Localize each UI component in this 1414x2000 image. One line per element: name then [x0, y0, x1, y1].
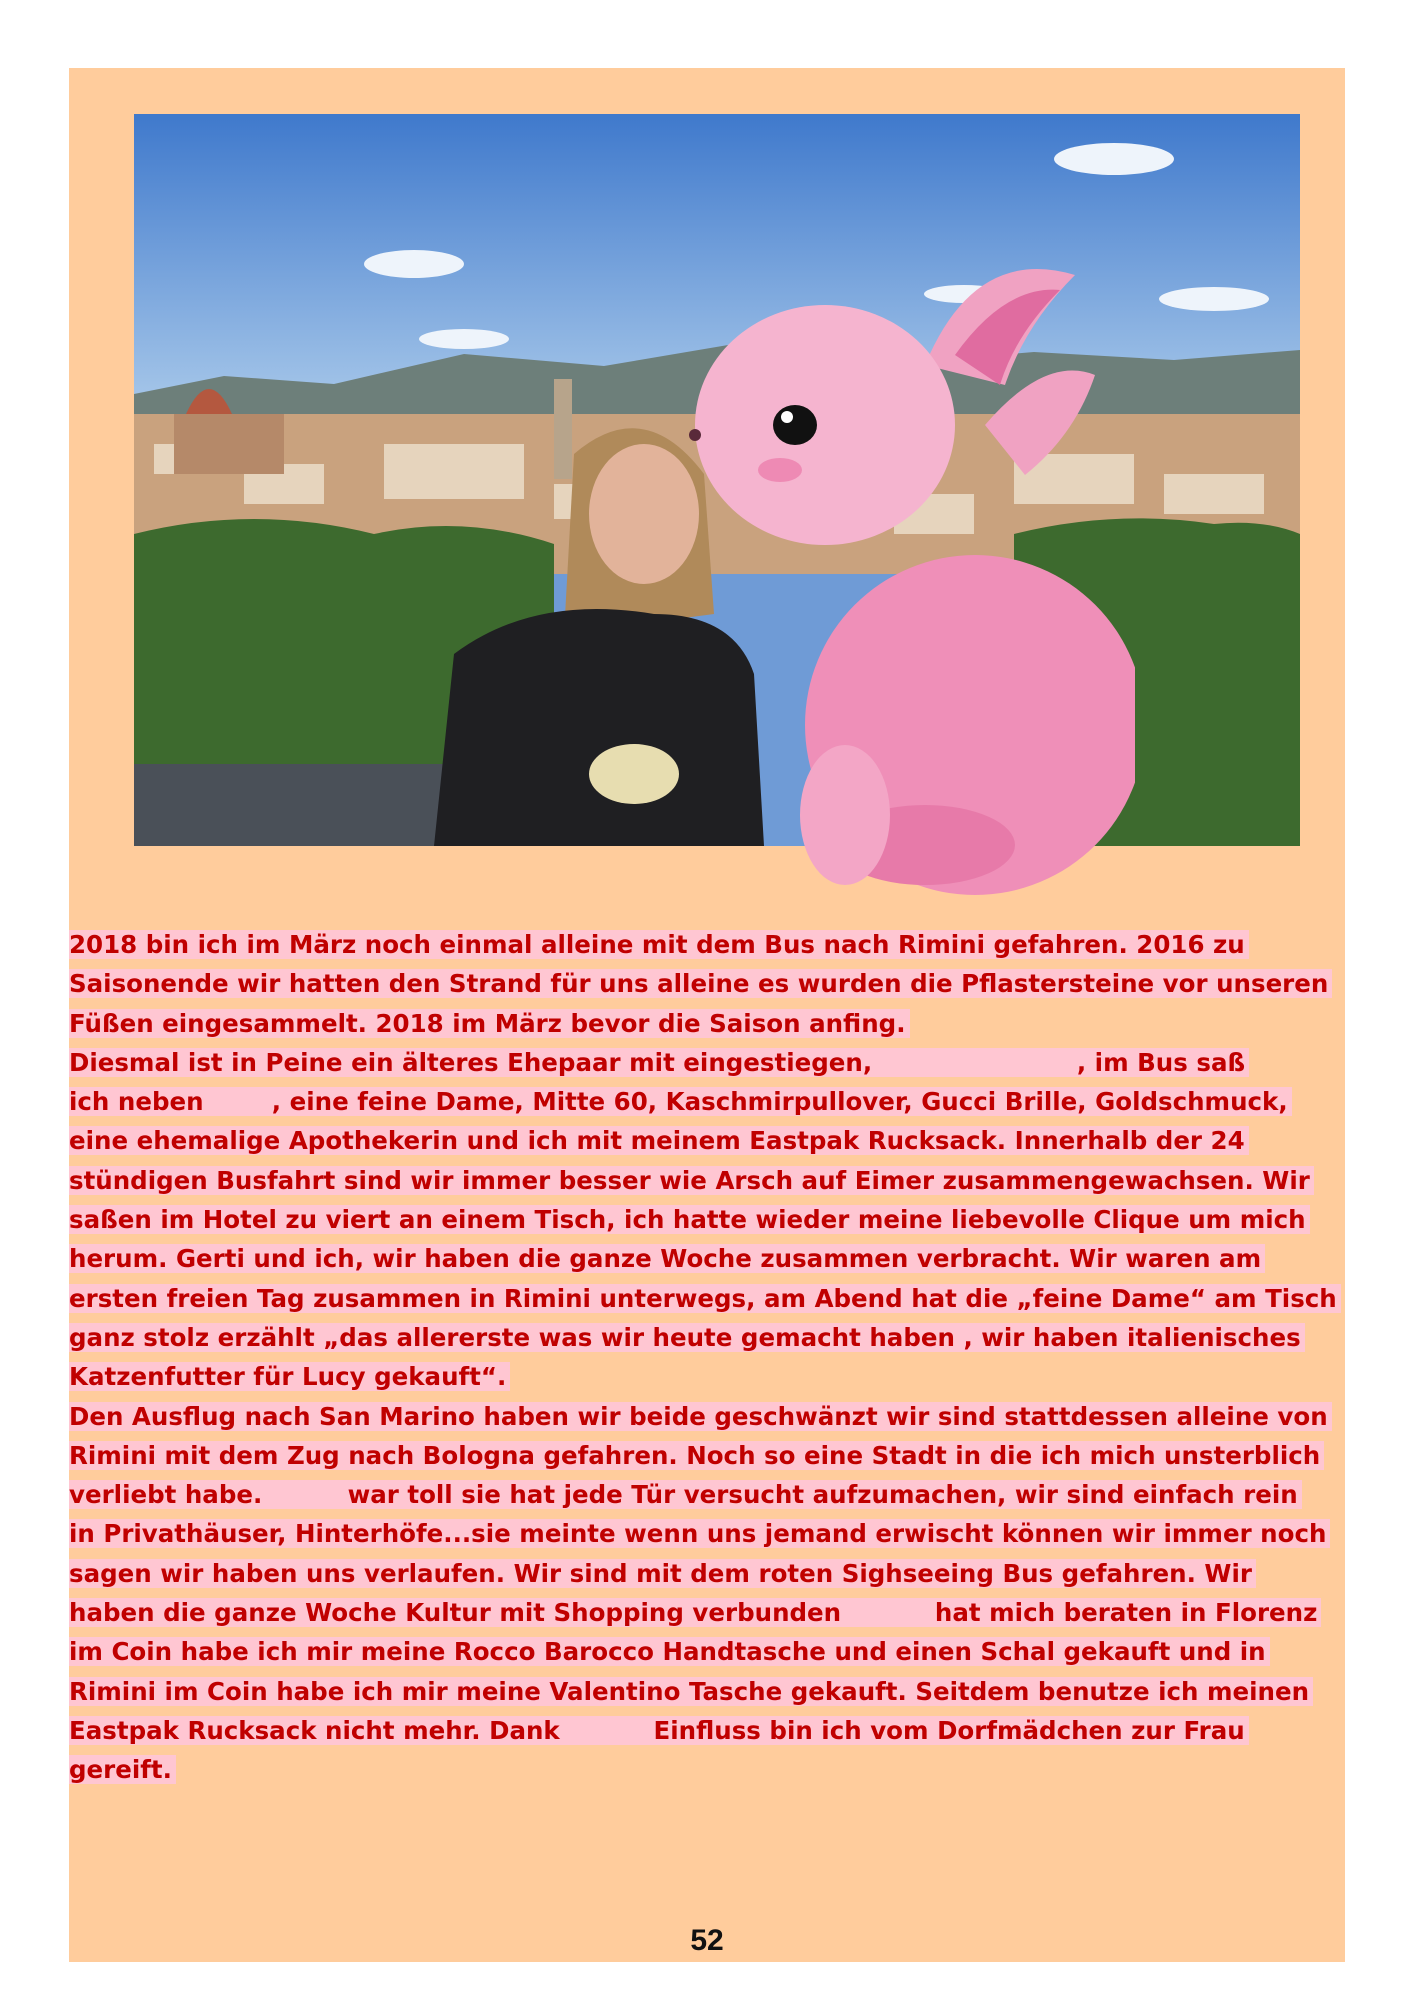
text-line: herum. Gerti und ich, wir haben die ganze Woche zusammen verbracht. Wir waren am	[69, 1239, 1345, 1278]
text-line: haben die ganze Woche Kultur mit Shopping verbunden hat mich beraten in Florenz	[69, 1593, 1345, 1632]
bunny-eye-highlight	[781, 411, 793, 423]
cloud	[419, 329, 509, 349]
bell-tower	[554, 379, 572, 479]
bunny-nose	[689, 429, 701, 441]
text-line: ich neben , eine feine Dame, Mitte 60, Kaschmirpullover, Gucci Brille, Goldschmuck,	[69, 1082, 1345, 1121]
text-line: Diesmal ist in Peine ein älteres Ehepaar mit eingestiegen, , im Bus saß	[69, 1043, 1345, 1082]
page-number: 52	[690, 1924, 724, 1957]
cloud	[1054, 143, 1174, 175]
body-text	[69, 925, 1345, 1790]
cloud	[1159, 287, 1269, 311]
text-line: eine ehemalige Apothekerin und ich mit meinem Eastpak Rucksack. Innerhalb der 24	[69, 1121, 1345, 1160]
bunny-ear	[985, 371, 1095, 475]
text-line: ganz stolz erzählt „das allererste was wir heute gemacht haben , wir haben italienisches	[69, 1318, 1345, 1357]
text-line: verliebt habe. war toll sie hat jede Tür versucht aufzumachen, wir sind einfach rein	[69, 1475, 1345, 1514]
text-line: gereift.	[69, 1750, 1345, 1789]
text-line: Den Ausflug nach San Marino haben wir beide geschwänzt wir sind stattdessen alleine von	[69, 1397, 1345, 1436]
bunny-head	[695, 305, 955, 545]
text-line: im Coin habe ich mir meine Rocco Barocco Handtasche und einen Schal gekauft und in	[69, 1632, 1345, 1671]
text-line: Eastpak Rucksack nicht mehr. Dank Einfluss bin ich vom Dorfmädchen zur Frau	[69, 1711, 1345, 1750]
bunny-front-leg	[800, 745, 890, 885]
text-line: Füßen eingesammelt. 2018 im März bevor die Saison anfing.	[69, 1004, 1345, 1043]
bunny-eye	[773, 405, 817, 445]
bunny-cheek	[758, 458, 802, 482]
text-line: Saisonende wir hatten den Strand für uns alleine es wurden die Pflastersteine vor unseren	[69, 964, 1345, 1003]
text-line: stündigen Busfahrt sind wir immer besser wie Arsch auf Eimer zusammengewachsen. Wir	[69, 1161, 1345, 1200]
cloud	[364, 250, 464, 278]
pink-bunny-illustration	[675, 245, 1135, 895]
text-line: 2018 bin ich im März noch einmal alleine mit dem Bus nach Rimini gefahren. 2016 zu	[69, 925, 1345, 964]
text-line: Rimini mit dem Zug nach Bologna gefahren. Noch so eine Stadt in die ich mich unsterblich	[69, 1436, 1345, 1475]
text-line: sagen wir haben uns verlaufen. Wir sind mit dem roten Sighseeing Bus gefahren. Wir	[69, 1554, 1345, 1593]
text-line: ersten freien Tag zusammen in Rimini unterwegs, am Abend hat die „feine Dame“ am Tisch	[69, 1279, 1345, 1318]
text-line: saßen im Hotel zu viert an einem Tisch, ich hatte wieder meine liebevolle Clique um mich	[69, 1200, 1345, 1239]
text-line: Rimini im Coin habe ich mir meine Valentino Tasche gekauft. Seitdem benutze ich meinen	[69, 1672, 1345, 1711]
text-line: in Privathäuser, Hinterhöfe...sie meinte wenn uns jemand erwischt können wir immer noch	[69, 1514, 1345, 1553]
text-line: Katzenfutter für Lucy gekauft“.	[69, 1357, 1345, 1396]
